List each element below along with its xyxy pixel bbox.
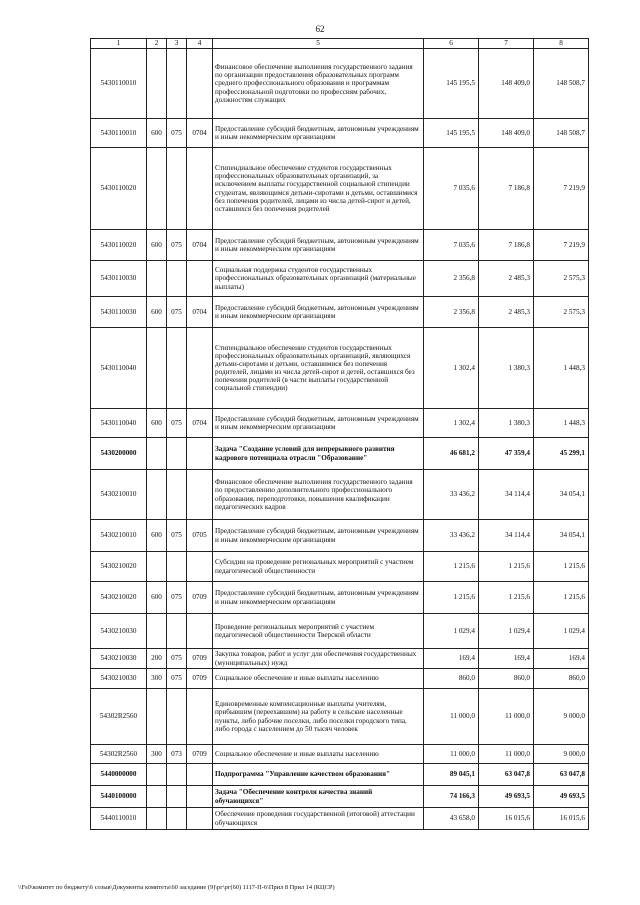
cell-section <box>167 786 187 808</box>
cell-amount-3: 860,0 <box>534 669 589 689</box>
table-row <box>91 49 589 119</box>
cell-expense-type: 300 <box>147 745 167 764</box>
table-row <box>91 297 589 328</box>
cell-amount-2: 1 029,4 <box>479 614 534 649</box>
cell-name: Предоставление субсидий бюджетным, автономным учреждениям и иным некоммерческим организациям <box>213 409 424 438</box>
cell-amount-2: 169,4 <box>479 649 534 669</box>
cell-amount-1: 33 436,2 <box>424 520 479 552</box>
cell-amount-1: 33 436,2 <box>424 470 479 520</box>
cell-name: Предоставление субсидий бюджетным, автономным учреждениям и иным некоммерческим организациям <box>213 582 424 614</box>
cell-expense-type <box>147 470 167 520</box>
cell-amount-2: 11 000,0 <box>479 689 534 745</box>
cell-expense-type: 200 <box>147 649 167 669</box>
cell-name: Стипендиальное обеспечение студентов государственных профессиональных образовательных организаций, являющихся детьми-сиротами и детьми, оставшимися без попечения родителей, лицами из числа детей-сирот и детей, оставшихся без попечения родителей (в части выплаты государственной социальной стипендии) <box>213 328 424 409</box>
column-number-3: 3 <box>167 39 187 49</box>
cell-section <box>167 808 187 830</box>
cell-subsection <box>187 438 213 470</box>
cell-expense-type <box>147 786 167 808</box>
cell-code: 5430110010 <box>91 119 147 148</box>
cell-code: 54302R2560 <box>91 745 147 764</box>
cell-subsection: 0709 <box>187 582 213 614</box>
column-number-2: 2 <box>147 39 167 49</box>
table-row <box>91 745 589 764</box>
cell-amount-3: 1 215,6 <box>534 552 589 582</box>
cell-amount-3: 148 508,7 <box>534 49 589 119</box>
cell-code: 5430210030 <box>91 649 147 669</box>
cell-subsection <box>187 786 213 808</box>
cell-amount-2: 7 186,8 <box>479 230 534 261</box>
column-number-4: 4 <box>187 39 213 49</box>
cell-name: Стипендиальное обеспечение студентов государственных профессиональных образовательных организаций, за исключением выплаты государственной социальной стипендии студентам, являющимся детьми-сиротами и детьми, оставшимися без попечения родителей, лицами из числа детей-сирот и детей, оставшихся без попечения родителей <box>213 148 424 230</box>
cell-amount-2: 1 380,3 <box>479 409 534 438</box>
column-number-8: 8 <box>534 39 589 49</box>
cell-amount-1: 74 166,3 <box>424 786 479 808</box>
cell-amount-3: 16 015,6 <box>534 808 589 830</box>
cell-subsection: 0705 <box>187 520 213 552</box>
cell-amount-1: 2 356,8 <box>424 297 479 328</box>
cell-amount-3: 2 575,3 <box>534 297 589 328</box>
cell-expense-type <box>147 49 167 119</box>
cell-code: 5440100000 <box>91 786 147 808</box>
cell-amount-2: 34 114,4 <box>479 470 534 520</box>
table-row <box>91 438 589 470</box>
cell-code: 5430110010 <box>91 49 147 119</box>
cell-expense-type: 600 <box>147 582 167 614</box>
table-row <box>91 520 589 552</box>
cell-expense-type <box>147 438 167 470</box>
cell-section <box>167 552 187 582</box>
cell-code: 54302R2560 <box>91 689 147 745</box>
cell-amount-1: 89 045,1 <box>424 764 479 786</box>
cell-amount-2: 148 409,0 <box>479 119 534 148</box>
cell-subsection: 0704 <box>187 409 213 438</box>
cell-code: 5440110010 <box>91 808 147 830</box>
cell-amount-1: 7 035,6 <box>424 148 479 230</box>
table-row <box>91 582 589 614</box>
cell-subsection: 0709 <box>187 669 213 689</box>
table-row <box>91 328 589 409</box>
cell-code: 5430110020 <box>91 148 147 230</box>
table-body <box>91 49 589 830</box>
cell-section: 075 <box>167 669 187 689</box>
cell-amount-3: 9 000,0 <box>534 689 589 745</box>
cell-name: Социальная поддержка студентов государственных профессиональных образовательных организаций (материальные выплаты) <box>213 261 424 297</box>
cell-expense-type <box>147 764 167 786</box>
cell-amount-1: 1 215,6 <box>424 552 479 582</box>
table-row <box>91 764 589 786</box>
cell-amount-2: 49 693,5 <box>479 786 534 808</box>
cell-code: 5430200000 <box>91 438 147 470</box>
cell-section <box>167 49 187 119</box>
table-row <box>91 786 589 808</box>
cell-code: 5430210020 <box>91 582 147 614</box>
table-row <box>91 552 589 582</box>
cell-subsection <box>187 764 213 786</box>
cell-section: 075 <box>167 649 187 669</box>
cell-expense-type: 600 <box>147 119 167 148</box>
cell-subsection <box>187 808 213 830</box>
cell-amount-3: 7 219,9 <box>534 230 589 261</box>
cell-subsection <box>187 689 213 745</box>
cell-name: Обеспечение проведения государственной (итоговой) аттестации обучающихся <box>213 808 424 830</box>
column-number-row <box>91 39 589 49</box>
cell-name: Задача "Обеспечение контроля качества знаний обучающихся" <box>213 786 424 808</box>
cell-section: 075 <box>167 297 187 328</box>
cell-name: Предоставление субсидий бюджетным, автономным учреждениям и иным некоммерческим организациям <box>213 520 424 552</box>
cell-expense-type <box>147 552 167 582</box>
cell-amount-3: 1 029,4 <box>534 614 589 649</box>
cell-amount-3: 45 299,1 <box>534 438 589 470</box>
cell-amount-3: 1 448,3 <box>534 409 589 438</box>
cell-amount-2: 1 215,6 <box>479 582 534 614</box>
cell-section: 073 <box>167 745 187 764</box>
cell-name: Предоставление субсидий бюджетным, автономным учреждениям и иным некоммерческим организациям <box>213 230 424 261</box>
cell-amount-1: 1 215,6 <box>424 582 479 614</box>
cell-name: Проведение региональных мероприятий с участием педагогической общественности Тверской области <box>213 614 424 649</box>
cell-section <box>167 764 187 786</box>
cell-amount-2: 1 215,6 <box>479 552 534 582</box>
table-row <box>91 409 589 438</box>
cell-amount-3: 49 693,5 <box>534 786 589 808</box>
table-row <box>91 669 589 689</box>
cell-subsection <box>187 328 213 409</box>
cell-name: Финансовое обеспечение выполнения государственного задания по предоставлению дополнительного профессионального образования, переподготовки, повышения квалификации педагогических кадров <box>213 470 424 520</box>
cell-amount-3: 7 219,9 <box>534 148 589 230</box>
cell-expense-type: 600 <box>147 297 167 328</box>
cell-amount-2: 2 485,3 <box>479 261 534 297</box>
cell-section <box>167 148 187 230</box>
cell-section <box>167 614 187 649</box>
table-row <box>91 808 589 830</box>
cell-code: 5430210030 <box>91 669 147 689</box>
table-row <box>91 230 589 261</box>
cell-amount-1: 1 302,4 <box>424 328 479 409</box>
cell-expense-type <box>147 614 167 649</box>
cell-amount-2: 1 380,3 <box>479 328 534 409</box>
cell-code: 5430110020 <box>91 230 147 261</box>
cell-code: 5430110040 <box>91 409 147 438</box>
cell-name: Единовременные компенсационные выплаты учителям, прибывшим (переехавшим) на работу в сельские населенные пункты, либо рабочие поселки, либо поселки городского типа, либо города с населением до 50 тысяч человек <box>213 689 424 745</box>
cell-amount-3: 169,4 <box>534 649 589 669</box>
cell-code: 5430110030 <box>91 261 147 297</box>
cell-amount-1: 43 658,0 <box>424 808 479 830</box>
cell-amount-3: 34 054,1 <box>534 520 589 552</box>
cell-amount-1: 1 029,4 <box>424 614 479 649</box>
cell-amount-1: 2 356,8 <box>424 261 479 297</box>
cell-subsection <box>187 148 213 230</box>
cell-amount-1: 860,0 <box>424 669 479 689</box>
cell-amount-1: 7 035,6 <box>424 230 479 261</box>
cell-amount-1: 46 681,2 <box>424 438 479 470</box>
cell-amount-2: 7 186,8 <box>479 148 534 230</box>
cell-subsection <box>187 470 213 520</box>
table-row <box>91 649 589 669</box>
cell-expense-type <box>147 261 167 297</box>
cell-expense-type <box>147 148 167 230</box>
cell-section: 075 <box>167 520 187 552</box>
cell-code: 5430210010 <box>91 470 147 520</box>
cell-subsection <box>187 552 213 582</box>
table-row <box>91 614 589 649</box>
cell-expense-type: 600 <box>147 409 167 438</box>
cell-amount-1: 11 000,0 <box>424 689 479 745</box>
cell-expense-type: 600 <box>147 230 167 261</box>
cell-amount-2: 63 047,8 <box>479 764 534 786</box>
cell-code: 5430210030 <box>91 614 147 649</box>
cell-subsection <box>187 614 213 649</box>
cell-subsection <box>187 49 213 119</box>
cell-section: 075 <box>167 119 187 148</box>
cell-section <box>167 438 187 470</box>
table-row <box>91 470 589 520</box>
cell-subsection: 0704 <box>187 297 213 328</box>
cell-amount-2: 47 359,4 <box>479 438 534 470</box>
cell-section: 075 <box>167 230 187 261</box>
cell-amount-1: 1 302,4 <box>424 409 479 438</box>
cell-amount-3: 148 508,7 <box>534 119 589 148</box>
cell-amount-2: 860,0 <box>479 669 534 689</box>
table-row <box>91 261 589 297</box>
cell-amount-1: 11 000,0 <box>424 745 479 764</box>
cell-code: 5430210020 <box>91 552 147 582</box>
cell-amount-2: 34 114,4 <box>479 520 534 552</box>
cell-subsection: 0709 <box>187 745 213 764</box>
cell-section <box>167 328 187 409</box>
cell-name: Предоставление субсидий бюджетным, автономным учреждениям и иным некоммерческим организациям <box>213 297 424 328</box>
cell-name: Предоставление субсидий бюджетным, автономным учреждениям и иным некоммерческим организациям <box>213 119 424 148</box>
cell-name: Закупка товаров, работ и услуг для обеспечения государственных (муниципальных) нужд <box>213 649 424 669</box>
cell-subsection: 0704 <box>187 119 213 148</box>
cell-amount-2: 16 015,6 <box>479 808 534 830</box>
cell-section: 075 <box>167 582 187 614</box>
column-number-7: 7 <box>479 39 534 49</box>
column-number-1: 1 <box>91 39 147 49</box>
cell-code: 5430210010 <box>91 520 147 552</box>
column-number-5: 5 <box>213 39 424 49</box>
cell-name: Социальное обеспечение и иные выплаты населению <box>213 745 424 764</box>
cell-code: 5430110040 <box>91 328 147 409</box>
cell-amount-2: 11 000,0 <box>479 745 534 764</box>
cell-amount-2: 2 485,3 <box>479 297 534 328</box>
page-number: 62 <box>315 24 325 34</box>
cell-name: Подпрограмма "Управление качеством образования" <box>213 764 424 786</box>
cell-section <box>167 689 187 745</box>
cell-amount-3: 63 047,8 <box>534 764 589 786</box>
cell-name: Социальное обеспечение и иные выплаты населению <box>213 669 424 689</box>
file-path-footer: \\Fs0\комитет по бюджету\6 созыв\Документы комитета\60 заседание (9)\рг\рг(60) 1117-П-6\Прил 8 Прил 14 (КЦСР) <box>18 884 335 891</box>
cell-section <box>167 261 187 297</box>
cell-name: Субсидии на проведение региональных мероприятий с участием педагогической общественности <box>213 552 424 582</box>
cell-code: 5430110030 <box>91 297 147 328</box>
cell-name: Задача "Создание условий для непрерывного развития кадрового потенциала отрасли "Образование" <box>213 438 424 470</box>
column-number-6: 6 <box>424 39 479 49</box>
cell-section: 075 <box>167 409 187 438</box>
cell-amount-1: 145 195,5 <box>424 49 479 119</box>
cell-expense-type <box>147 689 167 745</box>
cell-section <box>167 470 187 520</box>
table-row <box>91 119 589 148</box>
cell-amount-1: 145 195,5 <box>424 119 479 148</box>
cell-code: 5440000000 <box>91 764 147 786</box>
cell-name: Финансовое обеспечение выполнения государственного задания по организации предоставления образовательных программ среднего профессионального образования и программам профессиональной подготовки по профессиям рабочих, должностям служащих <box>213 49 424 119</box>
cell-expense-type: 300 <box>147 669 167 689</box>
cell-amount-3: 2 575,3 <box>534 261 589 297</box>
cell-expense-type: 600 <box>147 520 167 552</box>
cell-expense-type <box>147 328 167 409</box>
cell-subsection: 0704 <box>187 230 213 261</box>
cell-subsection: 0709 <box>187 649 213 669</box>
cell-amount-1: 169,4 <box>424 649 479 669</box>
cell-amount-2: 148 409,0 <box>479 49 534 119</box>
cell-amount-3: 1 448,3 <box>534 328 589 409</box>
table-row <box>91 148 589 230</box>
cell-expense-type <box>147 808 167 830</box>
cell-amount-3: 1 215,6 <box>534 582 589 614</box>
cell-subsection <box>187 261 213 297</box>
table-row <box>91 689 589 745</box>
cell-amount-3: 34 054,1 <box>534 470 589 520</box>
budget-table <box>90 38 589 830</box>
cell-amount-3: 9 000,0 <box>534 745 589 764</box>
